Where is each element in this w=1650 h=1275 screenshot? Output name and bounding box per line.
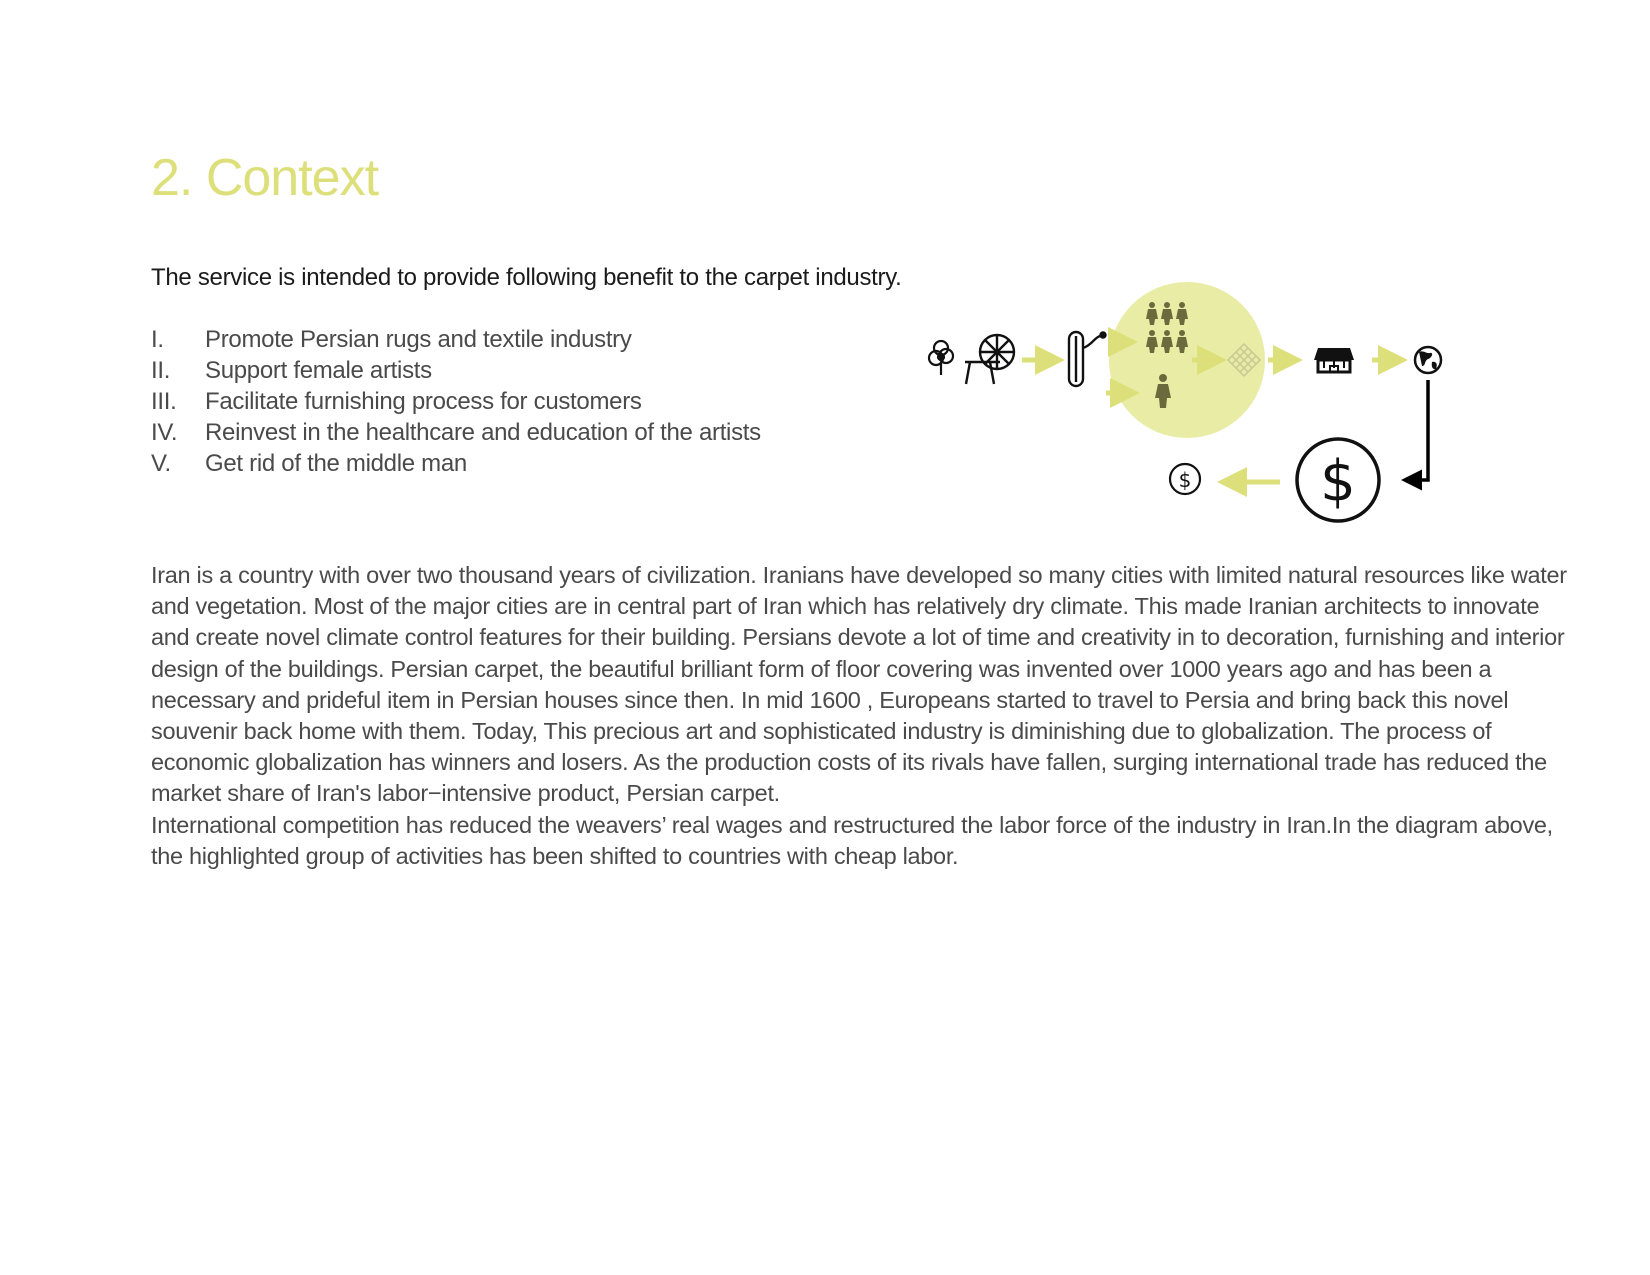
- paragraph: International competition has reduced the weavers’ real wages and restructured the labor force of the industry in Iran.In the diagram above, the highlighted group of activities has been shifted to countries with cheap labor.: [151, 811, 1553, 869]
- list-number: IV.: [151, 419, 178, 446]
- list-item-text: Get rid of the middle man: [205, 450, 467, 477]
- shop-icon: [1314, 348, 1354, 372]
- small-dollar-symbol: $: [1178, 468, 1192, 492]
- list-item: [151, 355, 761, 386]
- intro-text: The service is intended to provide following benefit to the carpet industry.: [151, 264, 902, 291]
- list-item-text: Reinvest in the healthcare and education of the artists: [205, 419, 761, 446]
- list-item: [151, 324, 761, 355]
- list-item-text: Support female artists: [205, 357, 432, 384]
- highlight-circle: [1109, 282, 1265, 438]
- paragraph: Iran is a country with over two thousand years of civilization. Iranians have developed so many cities with limited natural resources like water and vegetation. Most of the major cities are in central part of Iran which has relatively dry climate. This made Iranian architects to innovate and create novel climate control features for their building. Persians devote a lot of time and creativity in to decoration, furnishing and interior design of the buildings. Persian carpet, the beautiful brilliant form of floor covering was invented over 1000 years ago and has been a necessary and prideful item in Persian houses since then. In mid 1600 , Europeans started to travel to Persia and bring back this novel souvenir back home with them. Today, This precious art and sophisticated industry is diminishing due to globalization. The process of economic globalization has winners and losers. As the production costs of its rivals have fallen, surging international trade has reduced the market share of Iran's labor−intensive product, Persian carpet.: [151, 562, 1567, 807]
- yarn-icon: [1069, 332, 1106, 386]
- return-arrow: [1408, 380, 1428, 480]
- benefits-list: [151, 324, 761, 479]
- carpet-supply-chain-diagram: [920, 275, 1460, 535]
- list-number: III.: [151, 388, 177, 415]
- globe-icon: [1415, 347, 1441, 373]
- small-dollar-icon: [1170, 464, 1200, 494]
- list-item-text: Promote Persian rugs and textile industry: [205, 326, 632, 353]
- list-item: [151, 417, 761, 448]
- list-item: [151, 386, 761, 417]
- cotton-plant-icon: [929, 341, 953, 375]
- large-dollar-symbol: $: [1320, 449, 1356, 514]
- page-title: 2. Context: [151, 149, 379, 207]
- list-item-text: Facilitate furnishing process for customers: [205, 388, 642, 415]
- large-dollar-icon: [1297, 439, 1379, 521]
- list-number: II.: [151, 357, 171, 384]
- spinning-wheel-icon: [965, 335, 1014, 384]
- list-item: [151, 448, 761, 479]
- list-number: V.: [151, 450, 171, 477]
- context-body: [151, 560, 1571, 872]
- list-number: I.: [151, 326, 164, 353]
